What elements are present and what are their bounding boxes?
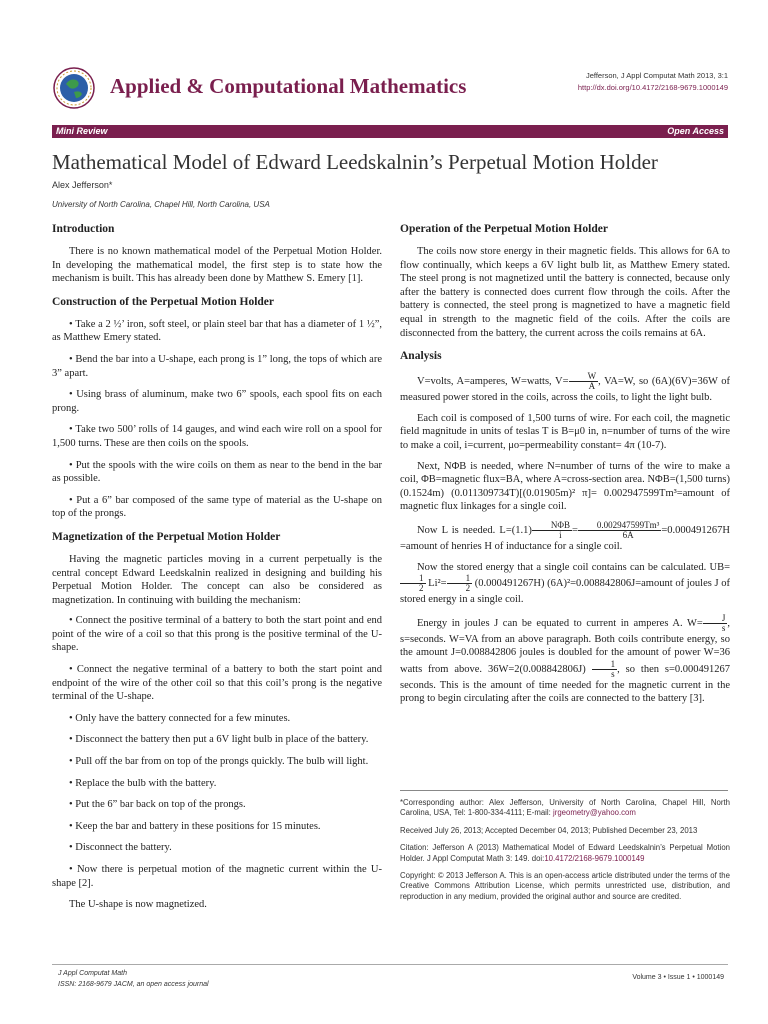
fraction-denominator: 6A [622, 529, 634, 540]
magnetization-item: • Keep the bar and battery in these positions for 15 minutes. [69, 820, 321, 832]
magnetization-item: • Replace the bulb with the battery. [69, 777, 217, 789]
fraction-one-half [400, 574, 426, 593]
construction-item: • Bend the bar into a U-shape, each prong is 1” long, the tops of which are 3” apart. [52, 353, 382, 379]
analysis-text: , so then s=0.000491267 seconds. This is the amount of time needed for the magnetic current in the prong to begin circulating after the coils are connected to the battery [3]. [400, 663, 731, 705]
closing-paragraph: The U-shape is now magnetized. [69, 899, 207, 911]
analysis-text: Now the stored energy that a single coil contains can be calculated. UB= [417, 561, 730, 573]
analysis-paragraph-3: Next, NΦB is needed, where N=number of turns of the wire to make a coil, ΦB=magnetic flux=BA, where A=cross-section area. NΦB=(1,500 turns) (0.1524m) (0.011309734T)[(0.01905m)² π]= 0.002947599Tm³=amount of magnetic flux linkages for a single coil. [400, 460, 730, 513]
author-email-link[interactable]: jrgeometry@yahoo.com [553, 808, 636, 818]
received-dates: Received July 26, 2013; Accepted December 04, 2013; Published December 23, 2013 [400, 825, 698, 835]
journal-name: Applied & Computational Mathematics [110, 74, 467, 98]
author-affiliation: University of North Carolina, Chapel Hill, North Carolina, USA [52, 200, 270, 209]
construction-item: • Put a 6” bar composed of the same type of material as the U-shape on top of the prongs. [52, 494, 382, 520]
footer-divider [52, 964, 728, 965]
equals-sign: = [571, 524, 578, 536]
magnetization-item: • Pull off the bar from on top of the prongs quickly. The bulb will light. [69, 756, 369, 768]
magnetization-paragraph: Having the magnetic particles moving in a current perpetually is the central concept Edward Leedskalnin realized in designing and building his Perpetual Motion Holder. The concept can also be considered as magnetization. In continuing with building the mechanism: [52, 553, 382, 606]
fraction-j-over-s [703, 614, 728, 633]
analysis-paragraph-6 [400, 614, 730, 706]
section-heading-construction: Construction of the Perpetual Motion Holder [52, 295, 274, 308]
analysis-text: (0.000491267H) (6A)²=0.008842806J=amount of joules J of stored energy in a single coil. [400, 578, 730, 606]
section-heading-magnetization: Magnetization of the Perpetual Motion Holder [52, 530, 281, 543]
header-doi-link[interactable]: http://dx.doi.org/10.4172/2168-9679.1000149 [577, 83, 728, 92]
section-heading-operation: Operation of the Perpetual Motion Holder [400, 223, 608, 235]
footer-volume-info: Volume 3 • Issue 1 • 1000149 [632, 974, 724, 981]
magnetization-item: • Disconnect the battery. [69, 842, 172, 854]
section-heading-analysis: Analysis [400, 350, 442, 363]
left-column [52, 222, 382, 912]
magnetization-item: • Disconnect the battery then put a 6V light bulb in place of the battery. [69, 734, 369, 746]
right-column [400, 222, 730, 713]
corresponding-author-text: *Corresponding author: Alex Jefferson, University of North Carolina, Chapel Hill, North Carolina, USA, Tel: 1-800-334-4111; E-mail: [400, 798, 730, 818]
fraction-denominator: s [611, 668, 615, 679]
magnetization-item: • Connect the negative terminal of a battery to both the start point and endpoint of the wire of the other coil so that this coil’s prong is the negative terminal of the U-shape. [52, 664, 382, 703]
fraction-w-over-a [569, 372, 599, 391]
header-citation-text: Jefferson, J Appl Computat Math 2013, 3:1 [585, 71, 728, 80]
fraction-flux-value-over-current [578, 521, 661, 540]
analysis-text: Energy in joules J can be equated to current in amperes A. W= [417, 617, 703, 629]
open-access-label: Open Access [667, 126, 724, 136]
fraction-numerator: 1 [400, 574, 426, 584]
section-heading-introduction: Introduction [52, 223, 115, 235]
header-citation [578, 70, 728, 94]
fraction-numerator: NΦB [532, 521, 572, 531]
article-type-label: Mini Review [56, 126, 108, 136]
magnetization-item: • Only have the battery connected for a few minutes. [69, 712, 291, 724]
analysis-paragraph-2: Each coil is composed of 1,500 turns of wire. For each coil, the magnetic field magnitude in units of teslas T is B=μ0 in, n=number of turns of the wire to make a coil, i=current, μo=permeability constant= 4π (10-7). [400, 412, 730, 451]
fraction-denominator: i [559, 529, 562, 540]
operation-paragraph: The coils now store energy in their magnetic fields. This allows for 6A to flow continually, which keeps a 6V light bulb lit, as Matthew Emery stated. The steel prong is not magnetized until the battery is connected, because only after the battery is connected does current flow through the coils. After the battery is connected, the steel prong is magnetized to have a magnetic field equal in strength to the magnetic field of the coils. After the coils are disconnected from the battery, the current across the coils remains at 6A. [400, 246, 730, 339]
analysis-paragraph-5 [400, 561, 730, 607]
copyright-note: Copyright: © 2013 Jefferson A. This is an open-access article distributed under the terms of the Creative Commons Attribution License, which permits unrestricted use, distribution, and reproduction in any medium, provided the original author and source are credited. [400, 871, 730, 901]
footnotes [400, 798, 730, 909]
magnetization-item: • Put the 6” bar back on top of the prongs. [69, 799, 246, 811]
construction-item: • Using brass of aluminum, make two 6” spools, each spool fits on each prong. [52, 389, 382, 414]
footer-journal-info [58, 968, 209, 990]
construction-item: • Put the spools with the wire coils on them as near to the bend in the bar as possible. [52, 459, 382, 485]
analysis-text: , s=seconds. W=VA from an above paragraph. Both coils contribute energy, so the amount J=0.008842806 joules is doubled for the amount of power W=36 watts from above. 36W=2(0.008842806J) [400, 617, 730, 675]
analysis-text: V=volts, A=amperes, W=watts, V= [417, 376, 569, 388]
citation-text: Citation: Jefferson A (2013) Mathematical Model of Edward Leedskalnin’s Perpetual Motion Holder. J Appl Computat Math 3: 149. doi: [400, 843, 730, 863]
analysis-paragraph-4 [400, 521, 730, 554]
citation-doi-link[interactable]: 10.4172/2168-9679.1000149 [544, 853, 645, 863]
fraction-numerator: J [703, 614, 728, 624]
citation-note [400, 843, 730, 864]
magnetization-item: • Now there is perpetual motion of the magnetic current within the U-shape [2]. [52, 864, 382, 889]
fraction-one-over-s [592, 660, 618, 679]
construction-item: • Take a 2 ½’ iron, soft steel, or plain steel bar that has a diameter of 1 ½”, as Matthew Emery stated. [52, 318, 382, 344]
article-title: Mathematical Model of Edward Leedskalnin’s Perpetual Motion Holder [52, 150, 658, 174]
footer-issn: ISSN: 2168-9679 JACM, an open access journal [58, 981, 209, 988]
footer-journal-name: J Appl Computat Math [58, 970, 127, 977]
fraction-one-half [447, 574, 473, 593]
fraction-denominator: s [721, 622, 726, 633]
corresponding-author-note [400, 798, 730, 819]
construction-item: • Take two 500’ rolls of 14 gauges, and wind each wire roll on a spool for 1,500 turns. These are then coils on the spools. [52, 424, 382, 449]
analysis-text: Li²= [428, 578, 447, 589]
fraction-flux-over-current [532, 521, 572, 540]
fraction-numerator: 1 [447, 574, 473, 584]
fraction-denominator: A [588, 381, 596, 392]
fraction-denominator: 2 [465, 583, 471, 594]
fraction-numerator: 0.002947599Tm³ [578, 521, 661, 531]
fraction-denominator: 2 [419, 583, 424, 594]
fraction-numerator: W [569, 372, 599, 382]
analysis-text: =amount of henries H of inductance for a single coil. [400, 540, 623, 552]
author-name: Alex Jefferson* [52, 180, 113, 190]
footnote-divider [400, 790, 728, 791]
article-type-banner [52, 125, 728, 138]
analysis-text: =0.000491267H [661, 524, 730, 536]
intro-paragraph: There is no known mathematical model of the Perpetual Motion Holder. In developing the mathematical model, the first step is to state how the mechanism is built. This has already been done by Matthew S. Emery [1]. [52, 246, 382, 285]
analysis-text: Now L is needed. L=(1.1) [417, 524, 532, 536]
fraction-numerator: 1 [592, 660, 618, 670]
journal-logo-icon [52, 66, 96, 110]
magnetization-item: • Connect the positive terminal of a battery to both the start point and end point of the wire of a coil so that this prong is the positive terminal of the U-shape. [52, 615, 382, 654]
analysis-text: , VA=W, so (6A)(6V)=36W of measured power stored in the coils, across the coils, to light the light bulb. [400, 376, 730, 404]
analysis-paragraph-1 [400, 372, 730, 405]
